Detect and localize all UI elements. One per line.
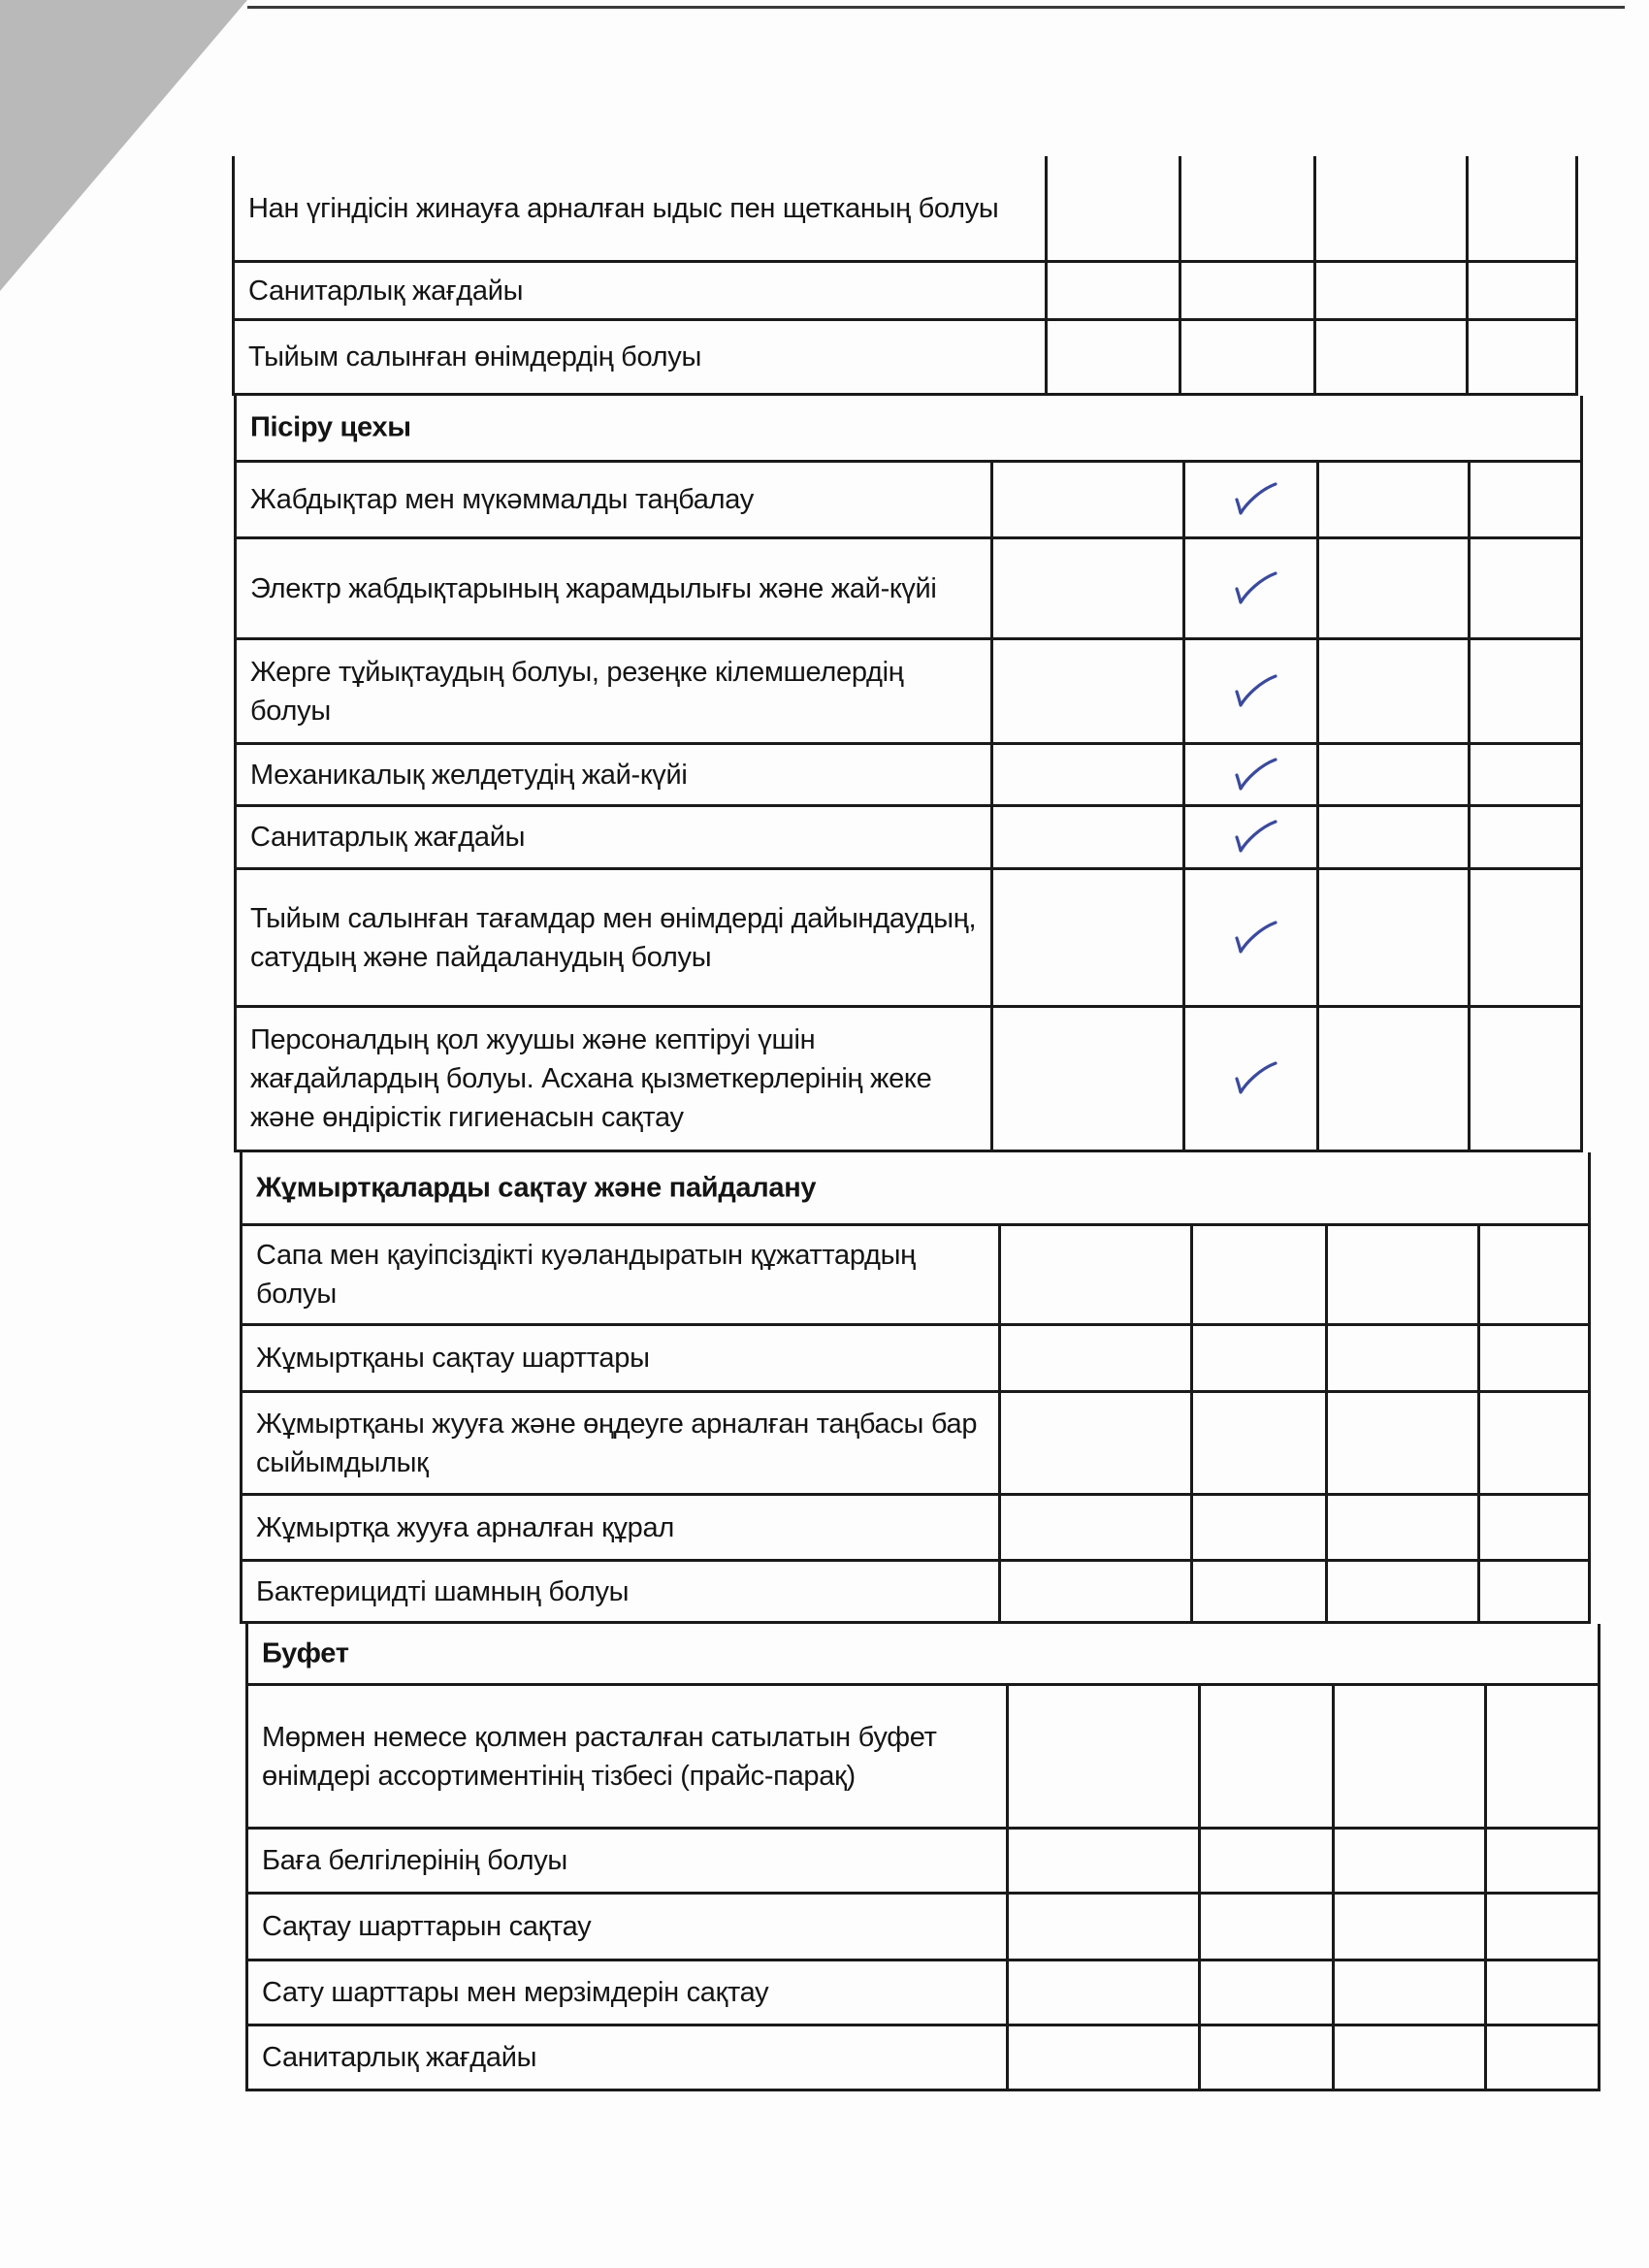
check-cell-1[interactable] — [1006, 1830, 1198, 1892]
checkmark-icon — [1231, 478, 1279, 517]
row-label: Нан үгіндісін жинауға арналған ыдыс пен щетканың болуы — [248, 192, 999, 224]
check-cell-3[interactable] — [1325, 1496, 1477, 1559]
row-label: Санитарлық жағдайы — [248, 275, 524, 307]
check-cell-1[interactable] — [1006, 2026, 1198, 2089]
check-cell-3[interactable] — [1325, 1393, 1477, 1493]
check-cell-2[interactable] — [1198, 1830, 1332, 1892]
table-row — [234, 1008, 1583, 1152]
check-cell-4[interactable] — [1468, 640, 1583, 742]
check-cell-4[interactable] — [1477, 1496, 1591, 1559]
check-cell-4[interactable] — [1466, 263, 1578, 318]
row-label: Жұмыртқаны жууға және өңдеуге арналған таңбасы бар сыйымдылық — [256, 1408, 978, 1478]
check-cell-2[interactable] — [1179, 156, 1313, 260]
check-cell-4[interactable] — [1484, 1686, 1600, 1827]
row-label: Санитарлық жағдайы — [250, 822, 526, 853]
check-cell-3[interactable] — [1313, 156, 1466, 260]
check-cell-4[interactable] — [1466, 321, 1578, 393]
check-cell-4[interactable] — [1468, 745, 1583, 804]
check-cell-1[interactable] — [1045, 321, 1179, 393]
check-cell-4[interactable] — [1468, 870, 1583, 1005]
check-cell-1[interactable] — [1045, 263, 1179, 318]
check-cell-3[interactable] — [1332, 1830, 1484, 1892]
check-cell-2[interactable] — [1182, 807, 1316, 867]
row-label: Бактерицидті шамның болуы — [256, 1575, 630, 1607]
check-cell-2[interactable] — [1182, 539, 1316, 637]
checkmark-icon — [1231, 670, 1279, 709]
check-cell-4[interactable] — [1484, 1895, 1600, 1959]
check-cell-3[interactable] — [1332, 1895, 1484, 1959]
check-cell-1[interactable] — [1006, 1961, 1198, 2024]
check-cell-1[interactable] — [990, 539, 1182, 637]
check-cell-4[interactable] — [1468, 807, 1583, 867]
check-cell-3[interactable] — [1316, 640, 1468, 742]
check-cell-4[interactable] — [1484, 1830, 1600, 1892]
table-row — [240, 1496, 1591, 1562]
check-cell-3[interactable] — [1316, 463, 1468, 536]
section-header — [240, 1152, 1591, 1226]
check-cell-1[interactable] — [1006, 1686, 1198, 1827]
check-cell-1[interactable] — [998, 1496, 1190, 1559]
row-label: Жұмыртқа жууға арналған құрал — [256, 1511, 674, 1543]
check-cell-2[interactable] — [1190, 1393, 1325, 1493]
check-cell-2[interactable] — [1182, 463, 1316, 536]
check-cell-2[interactable] — [1182, 640, 1316, 742]
table-row — [245, 1961, 1600, 2026]
check-cell-3[interactable] — [1325, 1226, 1477, 1323]
check-cell-4[interactable] — [1477, 1326, 1591, 1390]
table-row — [234, 539, 1583, 640]
check-cell-3[interactable] — [1332, 1961, 1484, 2024]
check-cell-3[interactable] — [1316, 807, 1468, 867]
row-label: Жұмыртқаны сақтау шарттары — [256, 1343, 650, 1374]
check-cell-3[interactable] — [1316, 539, 1468, 637]
checkmark-icon — [1231, 816, 1279, 855]
table-row — [234, 807, 1583, 870]
check-cell-2[interactable] — [1190, 1496, 1325, 1559]
check-cell-1[interactable] — [990, 640, 1182, 742]
table-row — [234, 640, 1583, 745]
table-row — [234, 745, 1583, 807]
row-label: Сату шарттары мен мерзімдерін сақтау — [262, 1977, 769, 2008]
check-cell-1[interactable] — [998, 1562, 1190, 1621]
check-cell-2[interactable] — [1182, 745, 1316, 804]
check-cell-4[interactable] — [1477, 1226, 1591, 1323]
table-row — [232, 263, 1578, 321]
table-row — [245, 1686, 1600, 1830]
check-cell-4[interactable] — [1468, 463, 1583, 536]
check-cell-3[interactable] — [1313, 263, 1466, 318]
check-cell-2[interactable] — [1190, 1226, 1325, 1323]
check-cell-2[interactable] — [1198, 1686, 1332, 1827]
check-cell-4[interactable] — [1466, 156, 1578, 260]
check-cell-2[interactable] — [1179, 321, 1313, 393]
table-row — [245, 1895, 1600, 1961]
check-cell-1[interactable] — [998, 1226, 1190, 1323]
check-cell-3[interactable] — [1325, 1562, 1477, 1621]
section-title: Буфет — [262, 1637, 349, 1669]
check-cell-1[interactable] — [990, 870, 1182, 1005]
table-row — [240, 1226, 1591, 1326]
table-row — [232, 156, 1578, 263]
check-cell-2[interactable] — [1190, 1562, 1325, 1621]
check-cell-1[interactable] — [990, 807, 1182, 867]
check-cell-1[interactable] — [990, 1008, 1182, 1150]
row-label: Санитарлық жағдайы — [262, 2042, 537, 2073]
check-cell-2[interactable] — [1182, 1008, 1316, 1150]
check-cell-1[interactable] — [1045, 156, 1179, 260]
row-label: Жабдықтар мен мүкәммалды таңбалау — [250, 484, 754, 515]
check-cell-1[interactable] — [998, 1393, 1190, 1493]
section-header — [234, 396, 1583, 463]
row-label: Сапа мен қауіпсіздікті куәландыратын құжаттардың болуы — [256, 1240, 916, 1310]
check-cell-2[interactable] — [1198, 1961, 1332, 2024]
row-label: Баға белгілерінің болуы — [262, 1845, 567, 1876]
check-cell-1[interactable] — [998, 1326, 1190, 1390]
table-row — [240, 1326, 1591, 1393]
page-top-edge — [247, 6, 1625, 9]
row-label: Жерге тұйықтаудың болуы, резеңке кілемшелердің болуы — [250, 656, 904, 727]
check-cell-4[interactable] — [1484, 1961, 1600, 2024]
row-label: Персоналдың қол жуушы және кептіруі үшін жағдайлардың болуы. Асхана қызметкерлерінің жеке және өндірістік гигиенасын сақтау — [250, 1024, 932, 1133]
table-row — [240, 1393, 1591, 1496]
folded-corner — [0, 0, 247, 291]
check-cell-3[interactable] — [1316, 1008, 1468, 1150]
table-row — [245, 1830, 1600, 1895]
check-cell-4[interactable] — [1477, 1562, 1591, 1621]
row-label: Сақтау шарттарын сақтау — [262, 1911, 592, 1942]
check-cell-2[interactable] — [1179, 263, 1313, 318]
check-cell-3[interactable] — [1313, 321, 1466, 393]
table-row — [245, 2026, 1600, 2091]
table-row — [234, 870, 1583, 1008]
check-cell-4[interactable] — [1468, 539, 1583, 637]
section-header — [245, 1624, 1600, 1686]
table-row — [232, 321, 1578, 396]
section-title: Пісіру цехы — [250, 411, 411, 443]
check-cell-1[interactable] — [1006, 1895, 1198, 1959]
table-row — [240, 1562, 1591, 1624]
check-cell-3[interactable] — [1316, 870, 1468, 1005]
section-title: Жұмыртқаларды сақтау және пайдалану — [256, 1172, 817, 1203]
checkmark-icon — [1231, 754, 1279, 793]
row-label: Электр жабдықтарының жарамдылығы және жай-күйі — [250, 572, 937, 604]
check-cell-4[interactable] — [1484, 2026, 1600, 2089]
check-cell-2[interactable] — [1182, 870, 1316, 1005]
row-label: Тыйым салынған өнімдердің болуы — [248, 341, 702, 373]
check-cell-3[interactable] — [1332, 1686, 1484, 1827]
check-cell-4[interactable] — [1477, 1393, 1591, 1493]
checkmark-icon — [1231, 917, 1279, 956]
checkmark-icon — [1231, 567, 1279, 606]
check-cell-2[interactable] — [1190, 1326, 1325, 1390]
check-cell-2[interactable] — [1198, 1895, 1332, 1959]
check-cell-1[interactable] — [990, 745, 1182, 804]
row-label: Мөрмен немесе қолмен расталған сатылатын буфет өнімдері ассортиментінің тізбесі (прайс-парақ) — [262, 1721, 937, 1792]
check-cell-4[interactable] — [1468, 1008, 1583, 1150]
check-cell-2[interactable] — [1198, 2026, 1332, 2089]
check-cell-3[interactable] — [1325, 1326, 1477, 1390]
checkmark-icon — [1231, 1057, 1279, 1096]
check-cell-1[interactable] — [990, 463, 1182, 536]
check-cell-3[interactable] — [1316, 745, 1468, 804]
check-cell-3[interactable] — [1332, 2026, 1484, 2089]
row-label: Тыйым салынған тағамдар мен өнімдерді дайындаудың, сатудың және пайдаланудың болуы — [250, 902, 977, 973]
table-row — [234, 463, 1583, 539]
row-label: Механикалық желдетудің жай-күйі — [250, 759, 688, 791]
